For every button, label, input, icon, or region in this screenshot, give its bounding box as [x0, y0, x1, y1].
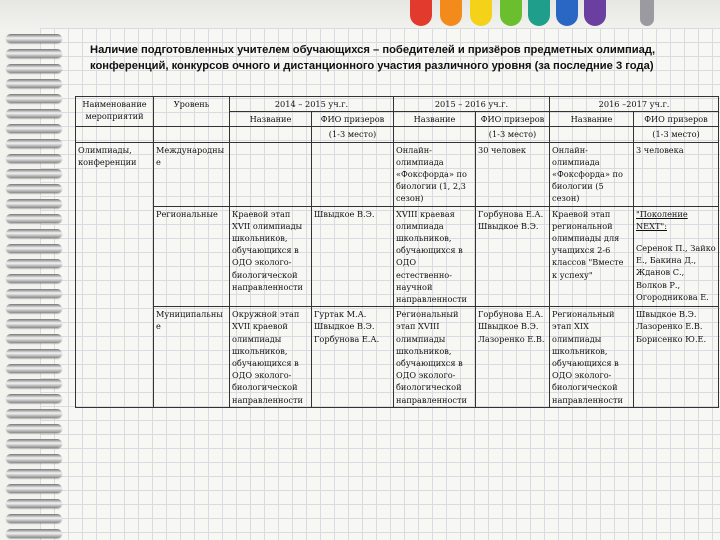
place-note-2: (1-3 место): [476, 127, 550, 142]
event-olympiads: Олимпиады, конференции: [76, 142, 154, 407]
spiral-coil: [6, 439, 62, 448]
spiral-coil: [6, 214, 62, 223]
table-row-municipal: [76, 307, 719, 408]
spiral-coil: [6, 364, 62, 373]
spiral-coil: [6, 289, 62, 298]
header-year-2016: 2016 –2017 уч.г.: [550, 97, 719, 112]
spiral-coil: [6, 259, 62, 268]
spiral-coil: [6, 394, 62, 403]
header-name-1: Название: [230, 112, 312, 127]
spiral-coil: [6, 499, 62, 508]
spiral-coil: [6, 409, 62, 418]
spiral-coil: [6, 124, 62, 133]
level-regional: Региональные: [154, 206, 230, 307]
spiral-coil: [6, 319, 62, 328]
spiral-coil: [6, 334, 62, 343]
mun-2015-winners: Горбунова Е.А. Швыдкое В.Э. Лазоренко Е.В.: [476, 307, 550, 408]
reg-2014-name: Краевой этап XVII олимпиады школьников, обучающихся в ОДО эколого-биологической направленности: [230, 206, 312, 307]
reg-2014-winners: Швыдкое В.Э.: [312, 206, 394, 307]
spiral-coil: [6, 109, 62, 118]
notebook-spiral: [0, 28, 66, 540]
pencils-background: [0, 0, 720, 30]
pencil-orange: [440, 0, 462, 26]
mun-2014-name: Окружной этап XVII краевой олимпиады школьников, обучающихся в ОДО эколого-биологической направленности: [230, 307, 312, 408]
reg-2016-team: "Поколение NEXT":: [636, 208, 688, 231]
page-title: Наличие подготовленных учителем обучающихся – победителей и призёров предметных олимпиад, конференций, конкурсов очного и дистанционного участия различного уровня (за последние 3 года): [90, 44, 656, 72]
spiral-coil: [6, 169, 62, 178]
pencil-red: [410, 0, 432, 26]
spiral-coil: [6, 154, 62, 163]
intl-2015-winners: 30 человек: [476, 142, 550, 206]
mun-2015-name: Региональный этап XVIII олимпиады школьников, обучающихся в ОДО эколого-биологической направленности: [394, 307, 476, 408]
header-winners-1: ФИО призеров: [312, 112, 394, 127]
place-note-3: (1-3 место): [634, 127, 719, 142]
intl-2016-winners: 3 человека: [634, 142, 719, 206]
header-row-years: [76, 97, 719, 112]
header-event-name: Наименование мероприятий: [76, 97, 154, 127]
spiral-coil: [6, 94, 62, 103]
header-year-2014: 2014 – 2015 уч.г.: [230, 97, 394, 112]
pencil-yellow: [470, 0, 492, 26]
pencil-gray: [640, 0, 654, 26]
place-note-1: (1-3 место): [312, 127, 394, 142]
reg-2016-team-members: Серенок П., Зайко Е., Бакина Д., Жданов С., Волков Р., Огородникова Е.: [636, 243, 716, 302]
mun-2016-winners: Швыдкое В.Э. Лазоренко Е.В. Борисенко Ю.Е.: [634, 307, 719, 408]
intl-2016-name: Онлайн-олимпиада «Фоксфорда» по биологии (5 сезон): [550, 142, 634, 206]
header-winners-3: ФИО призеров: [634, 112, 719, 127]
intl-2015-name: Онлайн-олимпиада «Фоксфорда» по биологии (1, 2,3 сезон): [394, 142, 476, 206]
reg-2015-winners: Горбунова Е.А. Швыдкое В.Э.: [476, 206, 550, 307]
reg-2016-name: Краевой этап региональной олимпиады для учащихся 2-6 классов "Вместе к успеху": [550, 206, 634, 307]
spiral-coil: [6, 514, 62, 523]
spiral-coil: [6, 184, 62, 193]
header-name-3: Название: [550, 112, 634, 127]
level-municipal: Муниципальные: [154, 307, 230, 408]
mun-2014-winners: Гуртак М.А. Швыдкое В.Э. Горбунова Е.А.: [312, 307, 394, 408]
pencil-blue: [556, 0, 578, 26]
table-row-international: [76, 142, 719, 206]
header-winners-2: ФИО призеров: [476, 112, 550, 127]
spiral-coil: [6, 139, 62, 148]
spiral-coil: [6, 349, 62, 358]
mun-2016-name: Региональный этап XIX олимпиады школьников, обучающихся в ОДО эколого-биологической направленности: [550, 307, 634, 408]
spiral-coil: [6, 79, 62, 88]
spiral-coil: [6, 244, 62, 253]
spiral-coil: [6, 529, 62, 538]
spiral-coil: [6, 199, 62, 208]
header-row-places: [76, 127, 719, 142]
spiral-coil: [6, 49, 62, 58]
pencil-purple: [584, 0, 606, 26]
level-international: Международные: [154, 142, 230, 206]
spiral-coil: [6, 469, 62, 478]
spiral-coil: [6, 454, 62, 463]
spiral-coil: [6, 34, 62, 43]
header-level: Уровень: [154, 97, 230, 127]
spiral-coil: [6, 64, 62, 73]
reg-2016-winners: [634, 206, 719, 307]
spiral-coil: [6, 304, 62, 313]
pencil-teal: [528, 0, 550, 26]
spiral-coil: [6, 229, 62, 238]
reg-2015-name: XVIII краевая олимпиада школьников, обучающихся в ОДО естественно-научной направленности: [394, 206, 476, 307]
spiral-coil: [6, 379, 62, 388]
pencil-green: [500, 0, 522, 26]
header-year-2015: 2015 – 2016 уч.г.: [394, 97, 550, 112]
spiral-coil: [6, 484, 62, 493]
spiral-coil: [6, 274, 62, 283]
header-name-2: Название: [394, 112, 476, 127]
table-row-regional: [76, 206, 719, 307]
spiral-coil: [6, 424, 62, 433]
olympiad-table: [75, 96, 719, 408]
